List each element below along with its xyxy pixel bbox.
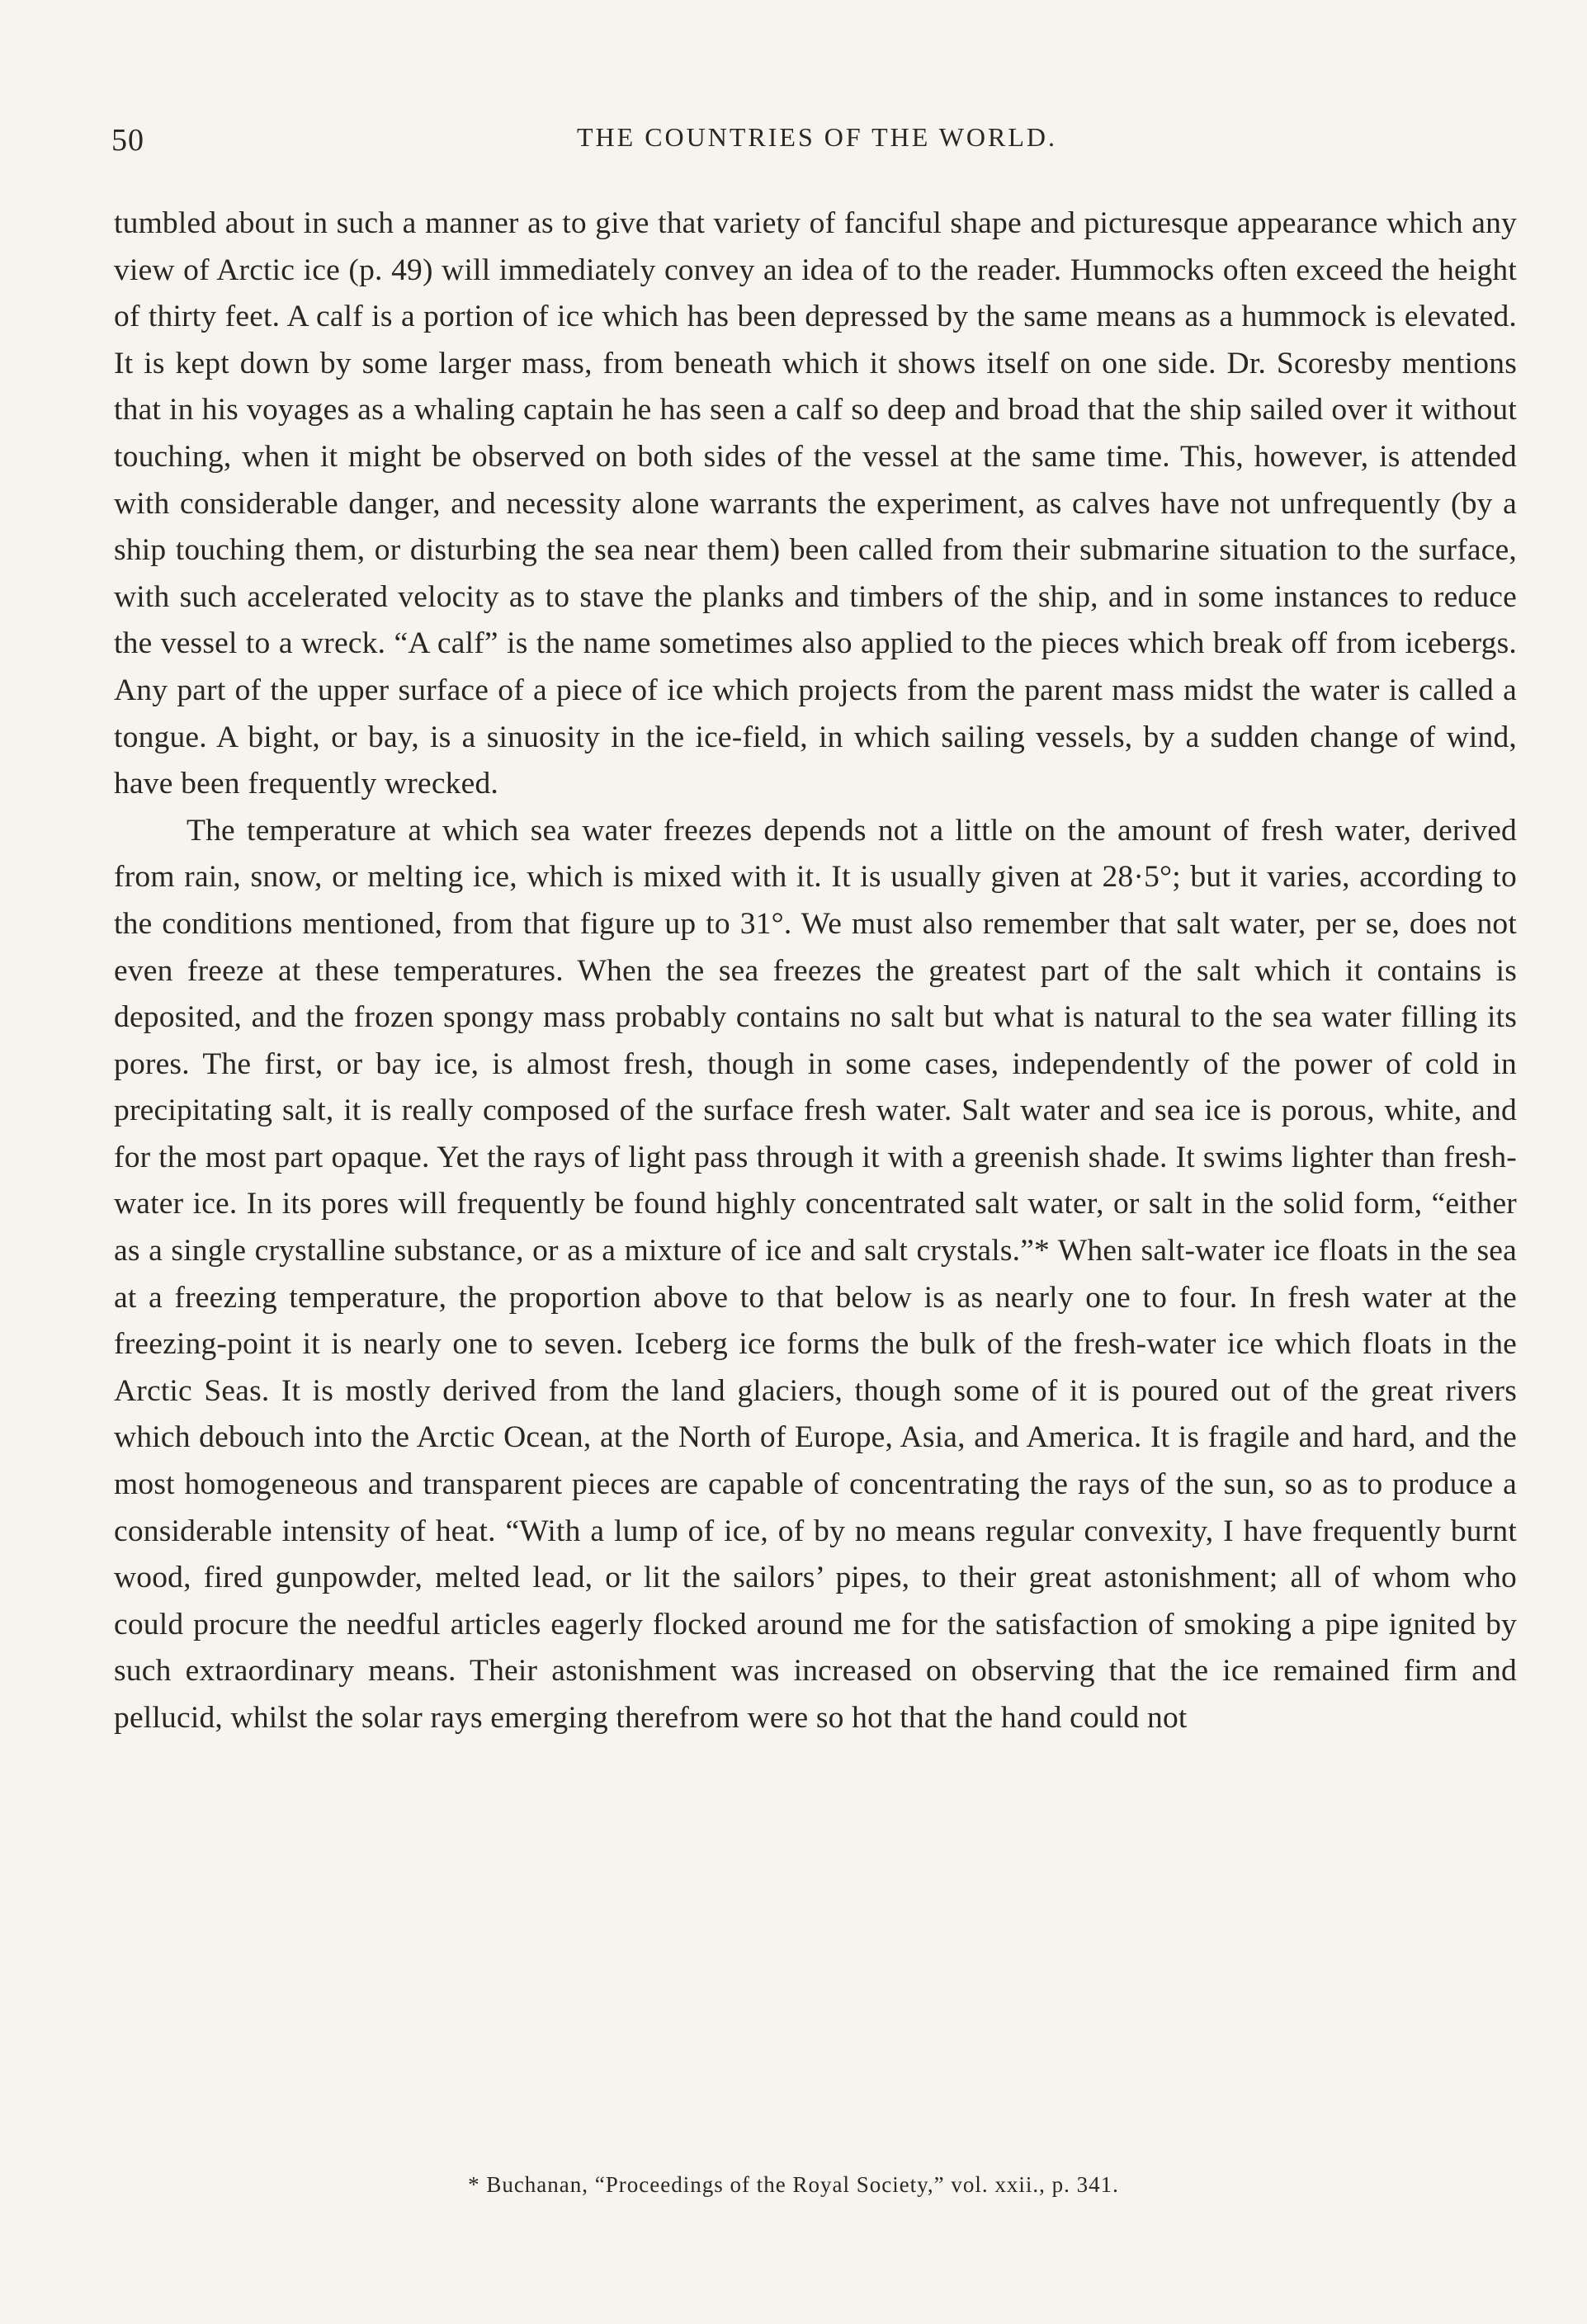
running-head	[111, 122, 1523, 163]
running-title: THE COUNTRIES OF THE WORLD.	[576, 122, 1058, 152]
body-text	[114, 201, 1517, 1742]
paragraph-calf: tumbled about in such a manner as to give that variety of fanciful shape and picturesque appearance which any view of Arctic ice (p. 49) will immediately convey an idea of to the reader. Hummocks often exceed the height of thirty feet. A calf is a portion of ice which has been depressed by the same means as a hummock is elevated. It is kept down by some larger mass, from beneath which it shows itself on one side. Dr. Scoresby mentions that in his voyages as a whaling captain he has seen a calf so deep and broad that the ship sailed over it without touching, when it might be observed on both sides of the vessel at the same time. This, however, is attended with considerable danger, and necessity alone warrants the experiment, as calves have not unfrequently (by a ship touching them, or disturbing the sea near them) been called from their submarine situation to the surface, with such accelerated velocity as to stave the planks and timbers of the ship, and in some instances to reduce the vessel to a wreck. “A calf” is the name sometimes also applied to the pieces which break off from icebergs. Any part of the upper surface of a piece of ice which projects from the parent mass midst the water is called a tongue. A bight, or bay, is a sinuosity in the ice-field, in which sailing vessels, by a sudden change of wind, have been frequently wrecked.	[114, 206, 1517, 801]
footnote: * Buchanan, “Proceedings of the Royal Society,” vol. xxii., p. 341.	[468, 2172, 1119, 2197]
paragraph-sea-water-freezing: The temperature at which sea water freezes depends not a little on the amount of fresh water, derived from rain, snow, or melting ice, which is mixed with it. It is usually given at 28·5°; but it varies, according to the conditions mentioned, from that figure up to 31°. We must also remember that salt water, per se, does not even freeze at these temperatures. When the sea freezes the greatest part of the salt which it contains is deposited, and the frozen spongy mass probably contains no salt but what is natural to the sea water filling its pores. The first, or bay ice, is almost fresh, though in some cases, independently of the power of cold in precipitating salt, it is really composed of the surface fresh water. Salt water and sea ice is porous, white, and for the most part opaque. Yet the rays of light pass through it with a greenish shade. It swims lighter than fresh-water ice. In its pores will frequently be found highly concentrated salt water, or salt in the solid form, “either as a single crystalline substance, or as a mixture of ice and salt crystals.”* When salt-water ice floats in the sea at a freezing temperature, the proportion above to that below is as nearly one to four. In fresh water at the freezing-point it is nearly one to seven. Iceberg ice forms the bulk of the fresh-water ice which floats in the Arctic Seas. It is mostly derived from the land glaciers, though some of it is poured out of the great rivers which debouch into the Arctic Ocean, at the North of Europe, Asia, and America. It is fragile and hard, and the most homogeneous and transparent pieces are capable of concentrating the rays of the sun, so as to produce a considerable intensity of heat. “With a lump of ice, of by no means regular convexity, I have frequently burnt wood, fired gunpowder, melted lead, or lit the sailors’ pipes, to their great astonishment; all of whom who could procure the needful articles eagerly flocked around me for the satisfaction of smoking a pipe ignited by such extraordinary means. Their astonishment was increased on observing that the ice remained firm and pellucid, whilst the solar rays emerging therefrom were so hot that the hand could not	[114, 813, 1517, 1735]
page-number: 50	[111, 123, 144, 158]
